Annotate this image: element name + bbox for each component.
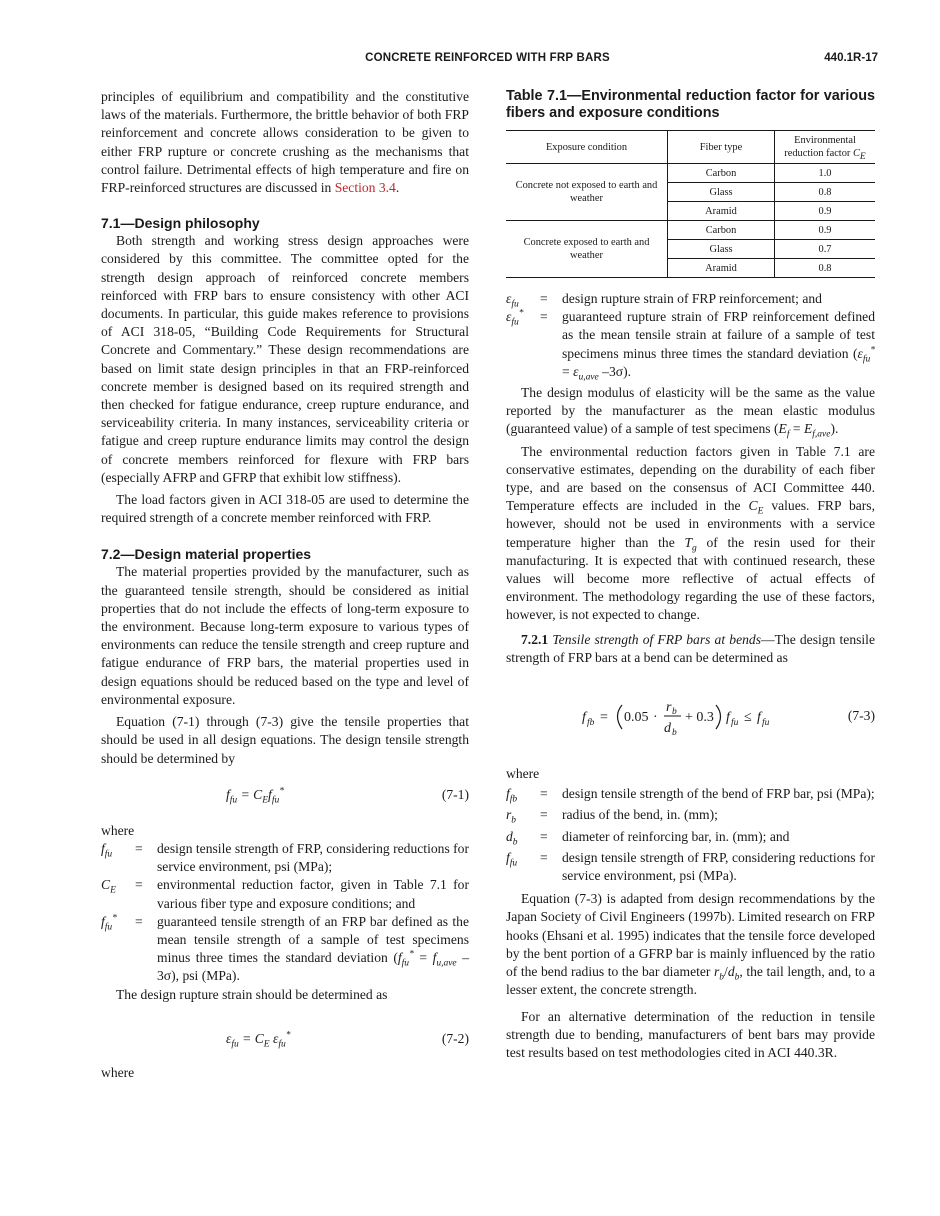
- rupture-strain-paragraph: The design rupture strain should be determined as: [116, 986, 388, 1002]
- environmental-factors-paragraph: The environmental reduction factors given in Table 7.1 are conservative estimates, depending on the durability of each fiber type, and are based on the consensus of ACI Committee 440. Temperature effects are included in the $C_E$ values. FRP bars, however, should not be used in environments with a service temperature higher than the $T_g$ of the resin used for their manufacturing. It is expected that with continued research, these values will become more reflective of actual effects of environment. The methodology regarding the use of these factors, however, is not expected to change.: [506, 443, 876, 623]
- definition-item: $\varepsilon_{fu}^*$ = guaranteed rupture strain of FRP reinforcement defined as the mean tensile strain at failure of a sample of test specimens minus three times the standard deviation ($\varepsilon_{fu}^* = \varepsilon_{u,ave}$ –3σ).: [506, 308, 875, 383]
- strain-definitions: [506, 290, 875, 381]
- left-column: [101, 88, 469, 1082]
- table-row: [506, 164, 875, 183]
- equation-7-3-graphic: [506, 685, 875, 747]
- definition-item: $r_b$ = radius of the bend, in. (mm);: [506, 807, 718, 827]
- section-7-2-paragraph-1: The material properties provided by the manufacturer, such as the guaranteed tensile strength, should be considered as initial properties that do not include the effects of long-term exposure to the environment. Because long-term exposure to various types of environments can reduce the tensile strength and creep rupture and fatigue endurance of FRP bars, the material properties used in design equations should be reduced based on the type and level of environmental exposure.: [101, 564, 469, 707]
- equation-7-3: [506, 685, 875, 747]
- fiber-cell: Aramid: [668, 202, 775, 221]
- definition-item: $f_{fu}$ = design tensile strength of FRP, considering reductions for service environment, psi (MPa).: [506, 849, 875, 884]
- section-7-1-heading: 7.1—Design philosophy: [101, 215, 260, 232]
- svg-text:0.05: 0.05: [624, 710, 649, 726]
- definition-item: $C_E$ = environmental reduction factor, given in Table 7.1 for various fiber type and exposure conditions; and: [101, 877, 469, 911]
- fiber-cell: Carbon: [668, 221, 775, 240]
- definition-item: $f_{fu}^*$ = guaranteed tensile strength of an FRP bar defined as the mean tensile strength of a sample of test specimens minus three times the standard deviation $(f_{fu}^* = f_{u,ave} - 3\sigma)$, psi (MPa).: [101, 913, 469, 984]
- section-7-2-1-paragraph: 7.2.1 Tensile strength of FRP bars at bends—The design tensile strength of FRP bars at a bend can be determined as: [506, 631, 875, 665]
- svg-text:fu: fu: [731, 718, 739, 729]
- svg-text:≤: ≤: [744, 710, 752, 726]
- svg-text:·: ·: [653, 710, 658, 726]
- svg-text:b: b: [672, 707, 677, 718]
- equation-7-3-discussion: Equation (7-3) is adapted from design recommendations by the Japan Society of Civil Engineers (1997b). Limited research on FRP hooks (Ehsani et al. 1995) indicates that the tensile force developed by the bent portion of a GFRP bar is mainly influenced by the ratio of the bend radius to the bar diameter $r_b/d_b$, the tail length, and, to a lesser extent, the concrete strength.: [506, 891, 875, 998]
- page-number: 440.1R-17: [824, 52, 878, 64]
- factor-cell: 0.9: [775, 202, 876, 221]
- equation-7-3-number: (7-3): [847, 708, 875, 724]
- factor-cell: 0.8: [775, 259, 876, 278]
- svg-text:fb: fb: [587, 718, 595, 729]
- environmental-reduction-table: [506, 130, 875, 278]
- modulus-paragraph: The design modulus of elasticity will be the same as the value reported by the manufacturer as the mean elastic modulus (guaranteed value) of a sample of test specimens $(E_f = E_{f,ave})$.: [506, 385, 875, 441]
- definition-item: $f_{fb}$ = design tensile strength of the bend of FRP bar, psi (MPa);: [506, 786, 875, 805]
- svg-text:fu: fu: [762, 718, 770, 729]
- right-column: [506, 88, 875, 1062]
- where-label: where: [101, 822, 135, 838]
- section-7-2-paragraph-2: Equation (7-1) through (7-3) give the tensile properties that should be used in all design equations. The design tensile strength should be determined by: [101, 714, 469, 766]
- table-title: Table 7.1—Environmental reduction factor for various fibers and exposure conditions: [506, 88, 875, 121]
- svg-text:f: f: [757, 710, 761, 726]
- svg-text:f: f: [582, 710, 586, 726]
- svg-text:r: r: [666, 700, 672, 716]
- svg-text:d: d: [664, 721, 671, 737]
- fiber-cell: Aramid: [668, 259, 775, 278]
- svg-text:+ 0.3: + 0.3: [685, 710, 714, 726]
- section-7-1-paragraph-2: The load factors given in ACI 318-05 are used to determine the required strength of a concrete member reinforced with FRP.: [101, 492, 469, 526]
- equation-7-2: $\varepsilon_{fu} = C_E$ $\varepsilon_{fu}^*$ (7-2): [226, 1030, 469, 1050]
- equation-7-1: $f_{fu} = C_Ef_{fu}^*$ (7-1): [226, 786, 469, 806]
- factor-cell: 0.7: [775, 240, 876, 259]
- svg-text:b: b: [672, 728, 677, 739]
- where-label: where: [101, 1064, 135, 1080]
- column-header-fiber: Fiber type: [668, 131, 775, 164]
- table-row: [506, 221, 875, 240]
- bend-definitions: [506, 785, 875, 885]
- table-header-row: [506, 131, 875, 164]
- column-header-factor: Environmental reduction factor $C_E$: [775, 131, 876, 164]
- fiber-cell: Glass: [668, 183, 775, 202]
- definitions-list: [101, 840, 469, 986]
- svg-text:f: f: [726, 710, 730, 726]
- section-3-4-link[interactable]: Section 3.4: [334, 180, 396, 196]
- column-header-exposure: Exposure condition: [506, 131, 668, 164]
- factor-cell: 0.8: [775, 183, 876, 202]
- alternative-determination-paragraph: For an alternative determination of the reduction in tensile strength due to bending, manufacturers of bent bars may provide test results based on test methodologies cited in ACI 440.3R.: [506, 1008, 875, 1060]
- definition-item: $\varepsilon_{fu}$ = design rupture strain of FRP reinforcement; and: [506, 291, 822, 310]
- fiber-cell: Carbon: [668, 164, 775, 183]
- exposure-group-1: Concrete not exposed to earth and weather: [506, 164, 668, 221]
- running-header-title: CONCRETE REINFORCED WITH FRP BARS: [365, 52, 610, 64]
- section-7-1-paragraph-1: Both strength and working stress design approaches were considered by this committee. The committee opted for the strength design approach of reinforced concrete members reinforced with FRP bars to ensure consistency with other ACI documents. In particular, this guide makes reference to provisions of ACI 318-05, “Building Code Requirements for Structural Concrete and Commentary.” These design recommendations are based on limit state design principles in that an FRP-reinforced concrete member is designed based on its required strength and then checked for fatigue endurance, creep rupture endurance, and serviceability criteria. In many instances, serviceability criteria or fatigue and creep rupture endurance limits may control the design of concrete members reinforced for flexure with FRP bars (especially AFRP and GFRP that exhibit low stiffness).: [101, 233, 469, 485]
- exposure-group-2: Concrete exposed to earth and weather: [506, 221, 668, 278]
- definition-item: $d_b$ = diameter of reinforcing bar, in. (mm); and: [506, 828, 790, 848]
- definition-item: $f_{fu}$ = design tensile strength of FRP, considering reductions for service environment, psi (MPa);: [101, 840, 469, 875]
- factor-cell: 0.9: [775, 221, 876, 240]
- section-7-2-heading: 7.2—Design material properties: [101, 546, 312, 563]
- intro-paragraph: principles of equilibrium and compatibility and the constitutive laws of the materials. Furthermore, the brittle behavior of both FRP reinforcement and concrete allows consideration to be given to either FRP rupture or concrete crushing as the mechanisms that control failure. Detrimental effects of high temperature and fire on FRP-reinforced structures are discussed in Section 3.4.: [101, 89, 469, 196]
- factor-cell: 1.0: [775, 164, 876, 183]
- svg-text:=: =: [600, 710, 608, 726]
- fiber-cell: Glass: [668, 240, 775, 259]
- where-label: where: [506, 766, 540, 782]
